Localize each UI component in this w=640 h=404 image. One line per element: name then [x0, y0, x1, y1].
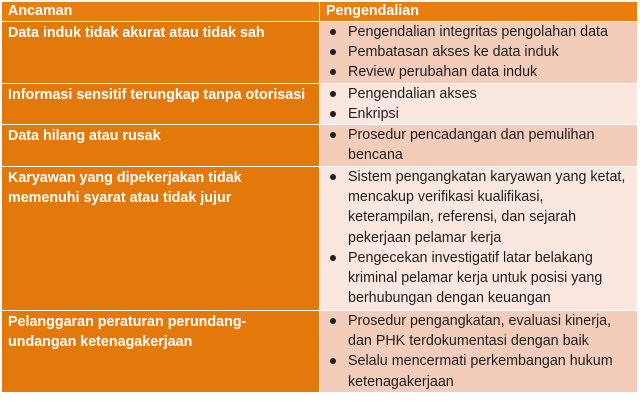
table-row	[2, 167, 638, 311]
threat-control-table	[1, 1, 638, 393]
table-row	[2, 22, 638, 84]
bullet-icon	[330, 29, 336, 35]
threat-cell: Karyawan yang dipekerjakan tidak memenuhi syarat atau tidak jujur	[2, 167, 320, 311]
control-item: Pengendalian integritas pengolahan data	[324, 22, 631, 42]
control-list	[324, 125, 631, 165]
control-item: Pengendalian akses	[324, 84, 631, 104]
bullet-icon	[330, 318, 336, 324]
control-item: Review perubahan data induk	[324, 62, 631, 82]
threat-cell: Informasi sensitif terungkap tanpa otorisasi	[2, 83, 320, 124]
control-cell	[320, 311, 638, 393]
table-row	[2, 83, 638, 124]
bullet-icon	[330, 111, 336, 117]
control-item: Sistem pengangkatan karyawan yang ketat, mencakup verifikasi kualifikasi, keterampilan, referensi, dan sejarah pekerjaan pelamar kerja	[324, 167, 631, 248]
threat-cell: Data hilang atau rusak	[2, 125, 320, 167]
control-cell	[320, 167, 638, 311]
control-list	[324, 84, 631, 124]
control-cell	[320, 83, 638, 124]
control-item: Pembatasan akses ke data induk	[324, 42, 631, 62]
table-row	[2, 311, 638, 393]
header-threat: Ancaman	[2, 2, 320, 22]
control-cell	[320, 22, 638, 84]
bullet-icon	[330, 255, 336, 261]
bullet-icon	[330, 69, 336, 75]
control-item: Enkripsi	[324, 104, 631, 124]
control-cell	[320, 125, 638, 167]
control-item: Pengecekan investigatif latar belakang kriminal pelamar kerja untuk posisi yang berhubungan dengan keuangan	[324, 248, 631, 309]
control-list	[324, 22, 631, 83]
table-header-row	[2, 2, 638, 22]
control-list	[324, 311, 631, 392]
header-control: Pengendalian	[320, 2, 638, 22]
control-item: Selalu mencermati perkembangan hukum ketenagakerjaan	[324, 351, 631, 391]
control-item: Prosedur pengangkatan, evaluasi kinerja, dan PHK terdokumentasi dengan baik	[324, 311, 631, 351]
bullet-icon	[330, 174, 336, 180]
table-row	[2, 125, 638, 167]
bullet-icon	[330, 91, 336, 97]
threat-cell: Data induk tidak akurat atau tidak sah	[2, 22, 320, 84]
control-item: Prosedur pencadangan dan pemulihan bencana	[324, 125, 631, 165]
bullet-icon	[330, 358, 336, 364]
threat-cell: Pelanggaran peraturan perundang-undangan ketenagakerjaan	[2, 311, 320, 393]
bullet-icon	[330, 132, 336, 138]
bullet-icon	[330, 49, 336, 55]
control-list	[324, 167, 631, 308]
